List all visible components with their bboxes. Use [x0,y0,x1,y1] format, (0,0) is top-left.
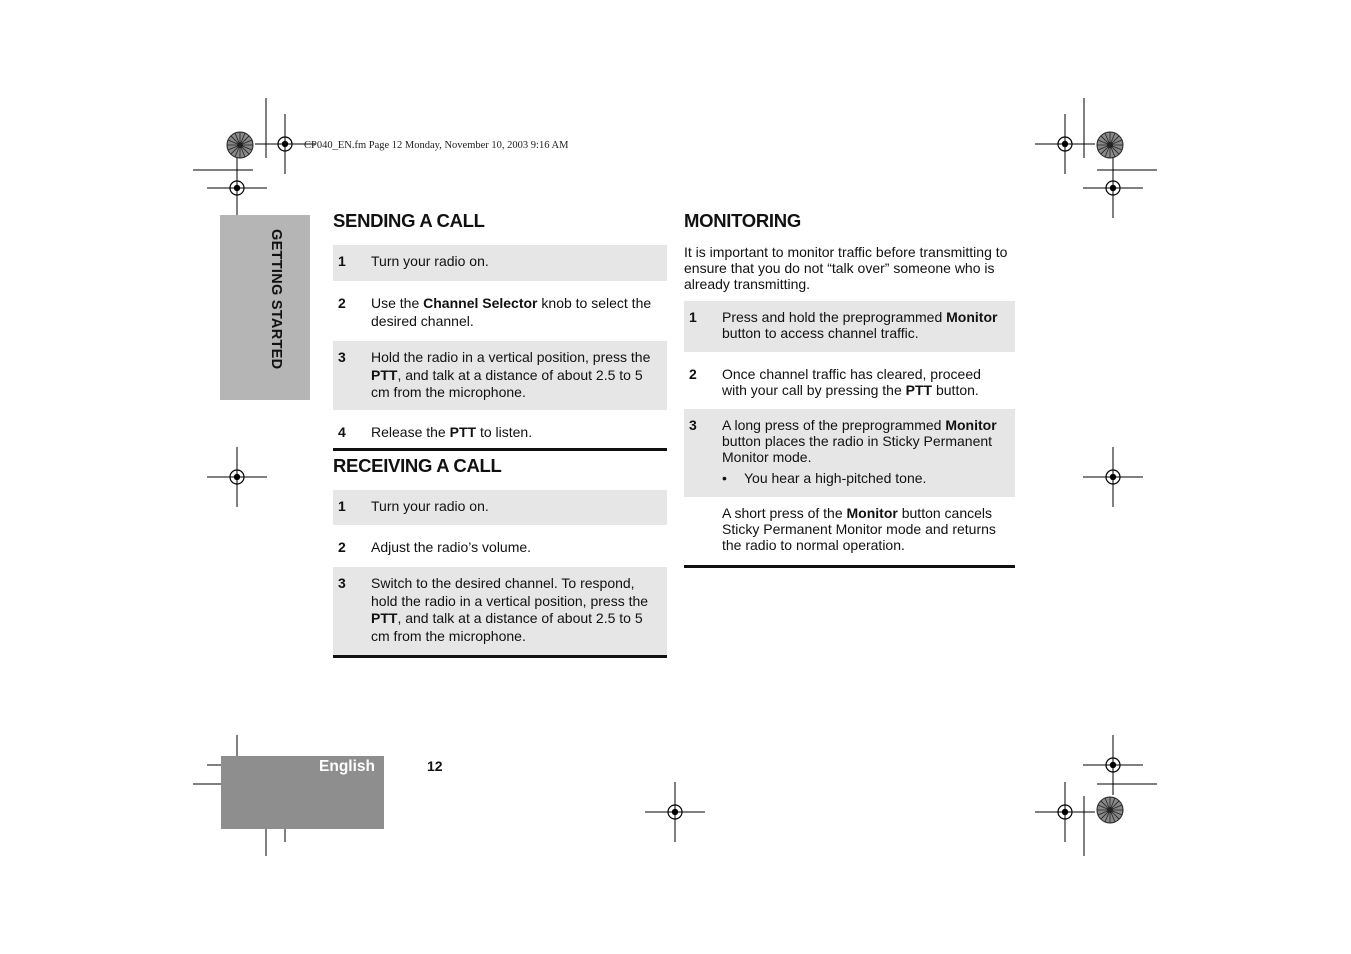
step-row [333,567,667,655]
footer-language: English [319,758,375,775]
step-text: Switch to the desired channel. To respond, hold the radio in a vertical position, press the PTT, and talk at a distance of about 2.5 to 5 cm from the microphone. [371,575,649,644]
monitoring-intro: It is important to monitor traffic before transmitting to ensure that you do not “talk over” someone who is already transmitting. [684,244,1008,292]
step-note-text: A short press of the Monitor button cancels Sticky Permanent Monitor mode and returns the radio to normal operation. [722,505,996,553]
sending-section [333,210,667,451]
step-row [333,245,667,281]
step-number-empty [689,505,722,557]
step-row [333,416,667,448]
step-number: 2 [338,539,346,555]
step-text: Turn your radio on. [371,253,489,269]
step-number: 2 [338,295,346,311]
receiving-steps [333,490,667,655]
monitoring-title: MONITORING [684,210,801,231]
section-side-tab [220,215,310,400]
step-number: 2 [689,366,697,382]
sending-title: SENDING A CALL [333,210,485,231]
step-text: Release the PTT to listen. [371,424,533,440]
step-text: Use the Channel Selector knob to select the desired channel. [371,295,652,329]
bullet-text: You hear a high-pitched tone. [744,470,927,486]
step-number: 4 [338,424,346,440]
step-number: 3 [338,349,346,365]
section-end-rule [684,565,1015,568]
step-number: 1 [338,498,346,514]
section-end-rule [333,655,667,658]
step-note-row [684,497,1015,565]
step-text: Once channel traffic has cleared, proceed with your call by pressing the PTT button. [722,366,981,398]
step-row [684,409,1015,497]
section-end-rule [333,448,667,451]
receiving-section [333,455,667,658]
monitoring-section [684,210,1015,568]
step-text: Adjust the radio’s volume. [371,539,532,555]
bullet-dot: • [722,470,727,486]
step-row [333,531,667,561]
page-number: 12 [427,758,443,774]
step-row [333,341,667,410]
step-number: 3 [338,575,346,591]
step-text: Hold the radio in a vertical position, press the PTT, and talk at a distance of about 2.5 to 5 cm from the microphone. [371,349,651,400]
monitoring-steps [684,301,1015,565]
step-text: Press and hold the preprogrammed Monitor button to access channel traffic. [722,309,998,341]
receiving-title: RECEIVING A CALL [333,455,502,476]
step-number: 1 [338,253,346,269]
sending-steps [333,245,667,448]
step-text: Turn your radio on. [371,498,489,514]
side-tab-label: GETTING STARTED [268,229,284,370]
file-header-line: CP040_EN.fm Page 12 Monday, November 10, 2003 9:16 AM [304,140,569,151]
step-number: 1 [689,309,697,325]
step-row [333,490,667,525]
step-row [684,358,1015,403]
step-row [333,287,667,335]
step-number: 3 [689,417,697,433]
step-row [684,301,1015,352]
footer-language-tab [221,756,384,829]
bullet-item [722,470,1009,486]
step-text: A long press of the preprogrammed Monitor button places the radio in Sticky Permanent Monitor mode. • You hear a high-pitched tone. [722,417,1009,489]
